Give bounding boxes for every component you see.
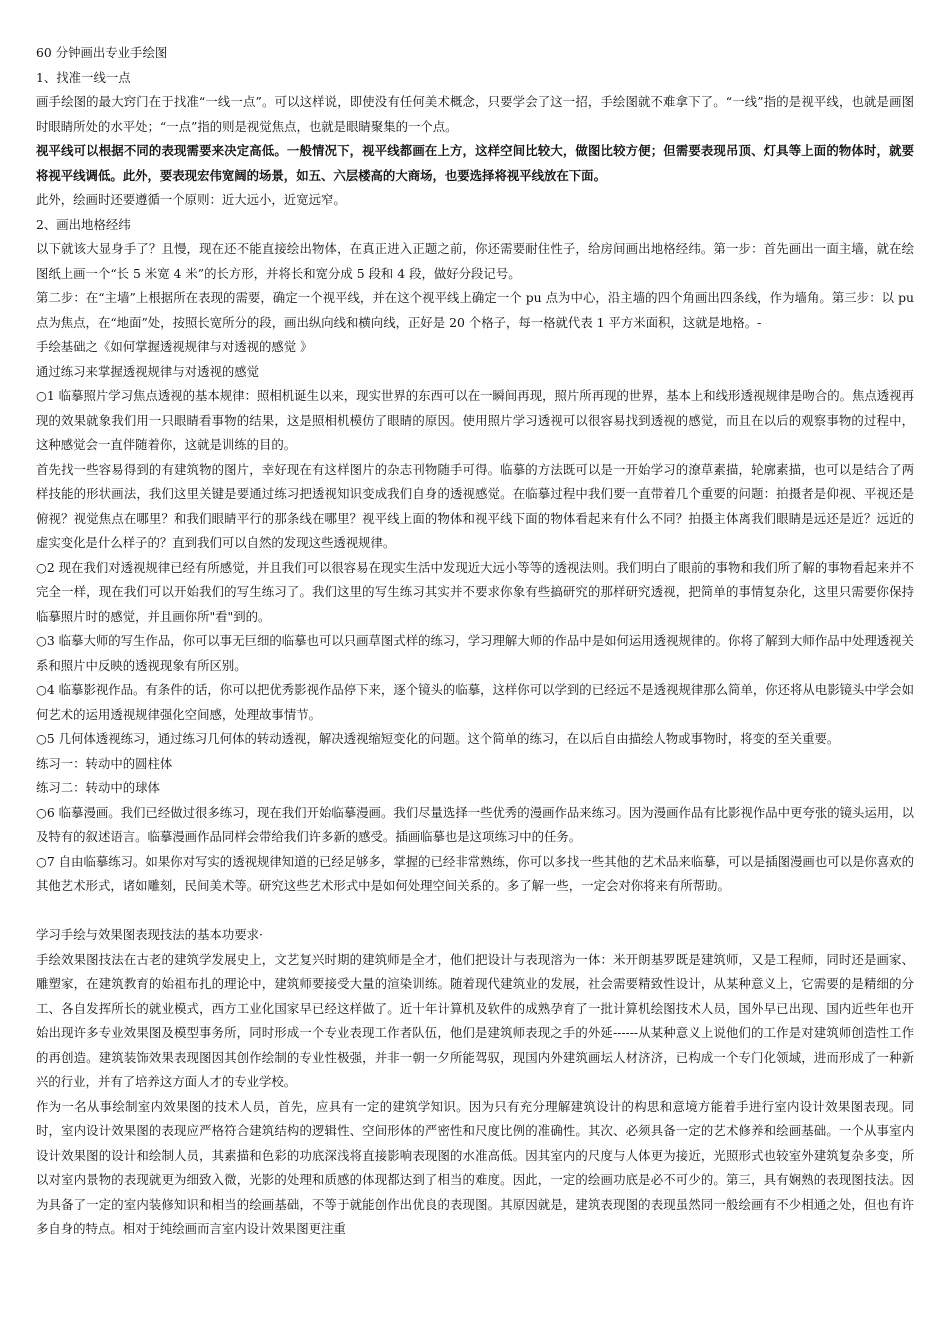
document-title: 60 分钟画出专业手绘图 [36,45,168,60]
list-item: ○1 临摹照片学习焦点透视的基本规律：照相机诞生以来，现实世界的东西可以在一瞬间再现，照片所再现的世界，基本上和线形透视规律是吻合的。焦点透视再现的效果就象我们用一只眼睛看事物的结果，这是照相机模仿了眼睛的原因。使用照片学习透视可以很容易找到透视的感觉，而且在以后的观察事物的过程中，这种感觉会一直伴随着你，这就是训练的目的。 [36,388,914,452]
list-item: ○5 几何体透视练习，通过练习几何体的转动透视，解决透视缩短变化的问题。这个简单的练习，在以后自由描绘人物或事物时，将变的至关重要。 [36,731,840,746]
list-item: ○2 现在我们对透视规律已经有所感觉，并且我们可以很容易在现实生活中发现近大远小等等的透视法则。我们明白了眼前的事物和我们所了解的事物看起来并不完全一样，现在我们可以开始我们的写生练习了。我们这里的写生练习其实并不要求你象有些搞研究的那样研究透视，把简单的事情复杂化，这里只需要你保持临摹照片时的感觉，并且画你所"看"到的。 [36,559,914,624]
section2-paragraph-1: 以下就该大显身手了？且慢，现在还不能直接绘出物体，在真正进入正题之前，你还需要耐住性子，给房间画出地格经纬。第一步：首先画出一面主墙，就在绘图纸上画一个“长 5 米宽 4 米”的长方形，并将长和宽分成 5 段和 4 段，做好分段记号。 [36,241,914,281]
section2-paragraph-2: 第二步：在“主墙”上根据所在表现的需要，确定一个视平线，并在这个视平线上确定一个 pu 点为中心，沿主墙的四个角画出四条线，作为墙角。第三步：以 pu 点为焦点，在“地面”处，按照长宽所分的段，画出纵向线和横向线，正好是 20 个格子，每一格就代表 1 平方米面积，这就是地格。- [36,290,914,330]
skills-paragraph-1: 手绘效果图技法在古老的建筑学发展史上，文艺复兴时期的建筑师是全才，他们把设计与表现溶为一体：米开朗基罗既是建筑师，又是工程师，同时还是画家、雕塑家，在建筑教育的始祖布扎的理论中，建筑师要接受大量的渲染训练。随着现代建筑业的发展，社会需要精致性设计，从某种意义上，它需要的是精细的分工、各自发挥所长的就业模式，西方工业化国家早已经这样做了。近十年计算机及软件的成熟孕育了一批计算机绘图技术人员，国外早已出现、国内近些年也开始出现许多专业效果图及模型事务所，同时形成一个专业表现工作者队伍，他们是建筑师表现之手的外延------从某种意义上说他们的工作是对建筑师创造性工作的再创造。建筑装饰效果表现图因其创作绘制的专业性极强，并非一朝一夕所能驾驭，现国内外建筑画坛人材济济，已构成一个专门化领域，进而形成了一种新兴的行业，并有了培养这方面人才的专业学校。 [36,951,914,1089]
exercise-line: 练习一：转动中的圆柱体 [36,755,173,771]
section2-heading: 2、画出地格经纬 [36,216,131,232]
list-item: ○4 临摹影视作品。有条件的话，你可以把优秀影视作品停下来，逐个镜头的临摹，这样你可以学到的已经远不是透视规律那么简单，你还将从电影镜头中学会如何艺术的运用透视规律强化空间感，处理故事情节。 [36,682,914,722]
list-item: ○3 临摹大师的写生作品，你可以事无巨细的临摹也可以只画草图式样的练习，学习理解大师的作品中是如何运用透视规律的。你将了解到大师作品中处理透视关系和照片中反映的透视现象有所区别。 [36,633,914,673]
exercise-line: 练习二：转动中的球体 [36,780,160,795]
list-item-continuation: 首先找一些容易得到的有建筑物的图片，幸好现在有这样图片的杂志刊物随手可得。临摹的方法既可以是一开始学习的潦草素描，轮廓素描，也可以是结合了两样技能的形状画法，我们这里关键是要通过练习把透视知识变成我们自身的透视感觉。在临摹过程中我们要一直带着几个重要的问题：拍摄者是仰视、平视还是俯视？视觉焦点在哪里？和我们眼睛平行的那条线在哪里？视平线上面的物体和视平线下面的物体看起来有什么不同？拍摄主体离我们眼睛是远还是近？远近的虚实变化是什么样子的？直到我们可以自然的发现这些透视规律。 [36,461,914,550]
section1-heading: 1、找准一线一点 [36,69,131,85]
blank-line [36,899,914,924]
skills-title: 学习手绘与效果图表现技法的基本功要求· [36,927,263,942]
skills-paragraph-2: 作为一名从事绘制室内效果图的技术人员，首先，应具有一定的建筑学知识。因为只有充分理解建筑设计的构思和意境方能着手进行室内设计效果图表现。同时，室内设计效果图的表现应严格符合建筑结构的逻辑性、空间形体的严密性和尺度比例的准确性。其次、必须具备一定的艺术修养和绘画基础。一个从事室内设计效果图的设计和绘制人员，其素描和色彩的功底深浅将直接影响表现图的水准高低。因其室内的尺度与人体更为接近，光照形式也较室外建筑复杂多变，所以对室内景物的表现就更为细致入微，光影的处理和质感的体现都达到了相当的难度。因此，一定的绘画功底是必不可少的。第三，具有娴熟的表现图技法。因为具备了一定的室内装修知识和相当的绘画基础，不等于就能创作出优良的表现图。其原因就是，建筑表现图的表现虽然同一般绘画有不少相通之处，但也有许多自身的特点。相对于纯绘画而言室内设计效果图更注重 [36,1098,914,1236]
section1-principle: 此外，绘画时还要遵循一个原则：近大远小，近宽远窄。 [36,192,346,207]
basics-title: 手绘基础之《如何掌握透视规律与对透视的感觉 》 [36,339,313,354]
basics-subtitle: 通过练习来掌握透视规律与对透视的感觉 [36,363,260,379]
list-item: ○6 临摹漫画。我们已经做过很多练习，现在我们开始临摹漫画。我们尽量选择一些优秀的漫画作品来练习。因为漫画作品有比影视作品中更夸张的镜头运用，以及特有的叙述语言。临摹漫画作品同样会带给我们许多新的感受。插画临摹也是这项练习中的任务。 [36,804,914,844]
section1-bold-paragraph: 视平线可以根据不同的表现需要来决定高低。一般情况下，视平线都画在上方，这样空间比较大，做图比较方便；但需要表现吊顶、灯具等上面的物体时，就要将视平线调低。此外，要表现宏伟宽阔的场景，如五、六层楼高的大商场，也要选择将视平线放在下面。 [36,143,914,183]
list-item: ○7 自由临摹练习。如果你对写实的透视规律知道的已经足够多，掌握的已经非常熟练，你可以多找一些其他的艺术品来临摹，可以是插图漫画也可以是你喜欢的其他艺术形式，诸如雕刻，民间美术等。研究这些艺术形式中是如何处理空间关系的。多了解一些，一定会对你将来有所帮助。 [36,853,914,893]
section1-paragraph: 画手绘图的最大窍门在于找准“一线一点”。可以这样说，即使没有任何美术概念，只要学会了这一招，手绘图就不难拿下了。“一线”指的是视平线，也就是画图时眼睛所处的水平处；“一点”指的则是视觉焦点，也就是眼睛聚集的一个点。 [36,94,914,134]
